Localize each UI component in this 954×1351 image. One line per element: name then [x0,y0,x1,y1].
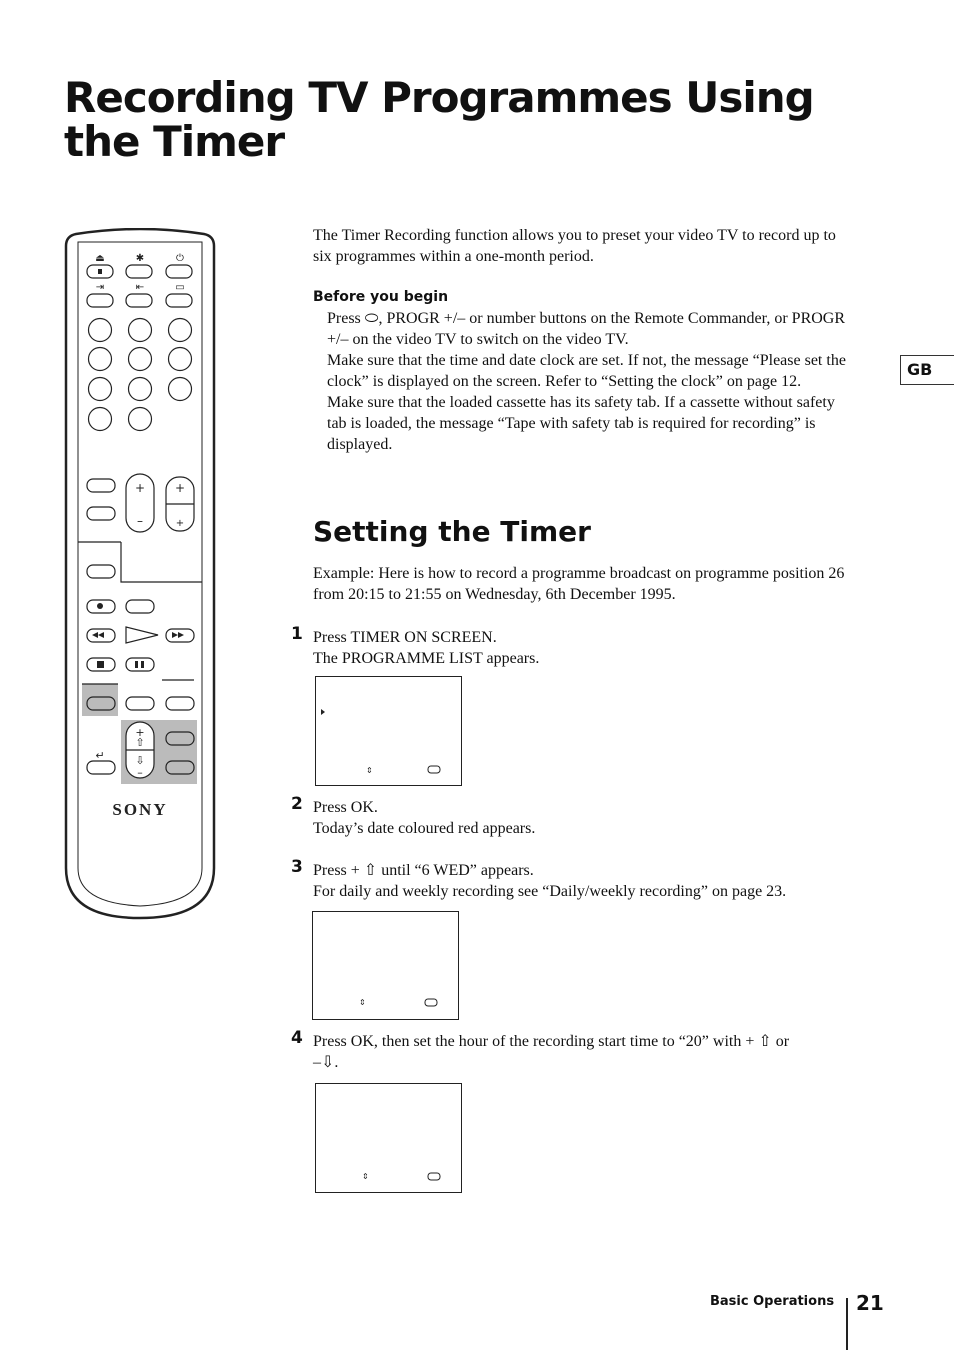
step-line: Press TIMER ON SCREEN. [313,629,497,646]
svg-text:–: – [137,766,143,779]
svg-text:⏻: ⏻ [176,253,184,264]
svg-text:⇩: ⇩ [135,754,145,767]
step-line: Press OK, then set the hour of the recording start time to “20” with + ⇧ or [313,1033,790,1050]
step-number: 2 [291,794,303,814]
example-paragraph: Example: Here is how to record a programme broadcast on programme position 26 from 20:15 to 21:55 on Wednesday, 6th December 1995. [313,565,845,603]
tv-screen-programme-list [315,676,462,786]
step-line: For daily and weekly recording see “Daily/weekly recording” on page 23. [313,883,787,900]
page-number: 21 [856,1291,884,1315]
remote-commander-illustration [62,228,218,923]
step-line: –⇩. [313,1054,339,1071]
tv-screen-start-time [315,1083,462,1193]
footer-divider [846,1298,848,1350]
intro-paragraph: The Timer Recording function allows you to preset your video TV to record up to six programmes within a one-month period. [313,227,836,265]
language-tab: GB [900,355,954,385]
before-you-begin-list [327,308,847,455]
step-line: Today’s date coloured red appears. [313,820,536,837]
step-number: 1 [291,624,303,644]
screen-icons [316,677,461,785]
section-title: Setting the Timer [313,515,591,548]
svg-text:⇕: ⇕ [362,1172,369,1181]
step-number: 4 [291,1028,303,1048]
remote-brand-logo: SONY [112,800,168,819]
step-line: The PROGRAMME LIST appears. [313,650,540,667]
svg-text:+: + [174,481,186,495]
svg-text:✱: ✱ [135,253,145,264]
page-title [64,73,814,166]
step-number: 3 [291,857,303,877]
step-line: Press OK. [313,799,378,816]
svg-text:–: – [137,514,143,528]
page-title-line-2: the Timer [64,117,285,166]
before-item: Make sure that the loaded cassette has its safety tab. If a cassette without safety tab is loaded, the message “Tape with safety tab is required for recording” is displayed. [327,394,835,453]
svg-text:+: + [175,518,185,529]
svg-text:▭: ▭ [175,282,185,293]
svg-text:⇧: ⇧ [135,736,145,749]
before-item: Press ⬭, PROGR +/– or number buttons on the Remote Commander, or PROGR +/– on the video TV to switch on the video TV. [327,310,846,348]
svg-text:⇕: ⇕ [366,766,373,775]
before-item: Make sure that the time and date clock are set. If not, the message “Please set the clock” is displayed on the screen. Refer to “Setting the clock” on page 12. [327,352,846,390]
svg-text:⇥: ⇥ [95,282,105,293]
tv-screen-date-select [312,911,459,1020]
svg-text:⏏: ⏏ [95,253,105,264]
footer-section-label: Basic Operations [710,1294,835,1309]
before-you-begin-heading: Before you begin [313,289,449,305]
svg-text:+: + [135,726,145,739]
page-title-line-1: Recording TV Programmes Using [64,73,814,122]
screen-icons [313,912,458,1019]
screen-icons [316,1084,461,1192]
svg-text:↵: ↵ [95,749,105,762]
svg-text:⇕: ⇕ [359,998,366,1007]
svg-text:⇤: ⇤ [135,282,145,293]
svg-text:+: + [134,481,146,495]
step-line: Press + ⇧ until “6 WED” appears. [313,862,534,879]
